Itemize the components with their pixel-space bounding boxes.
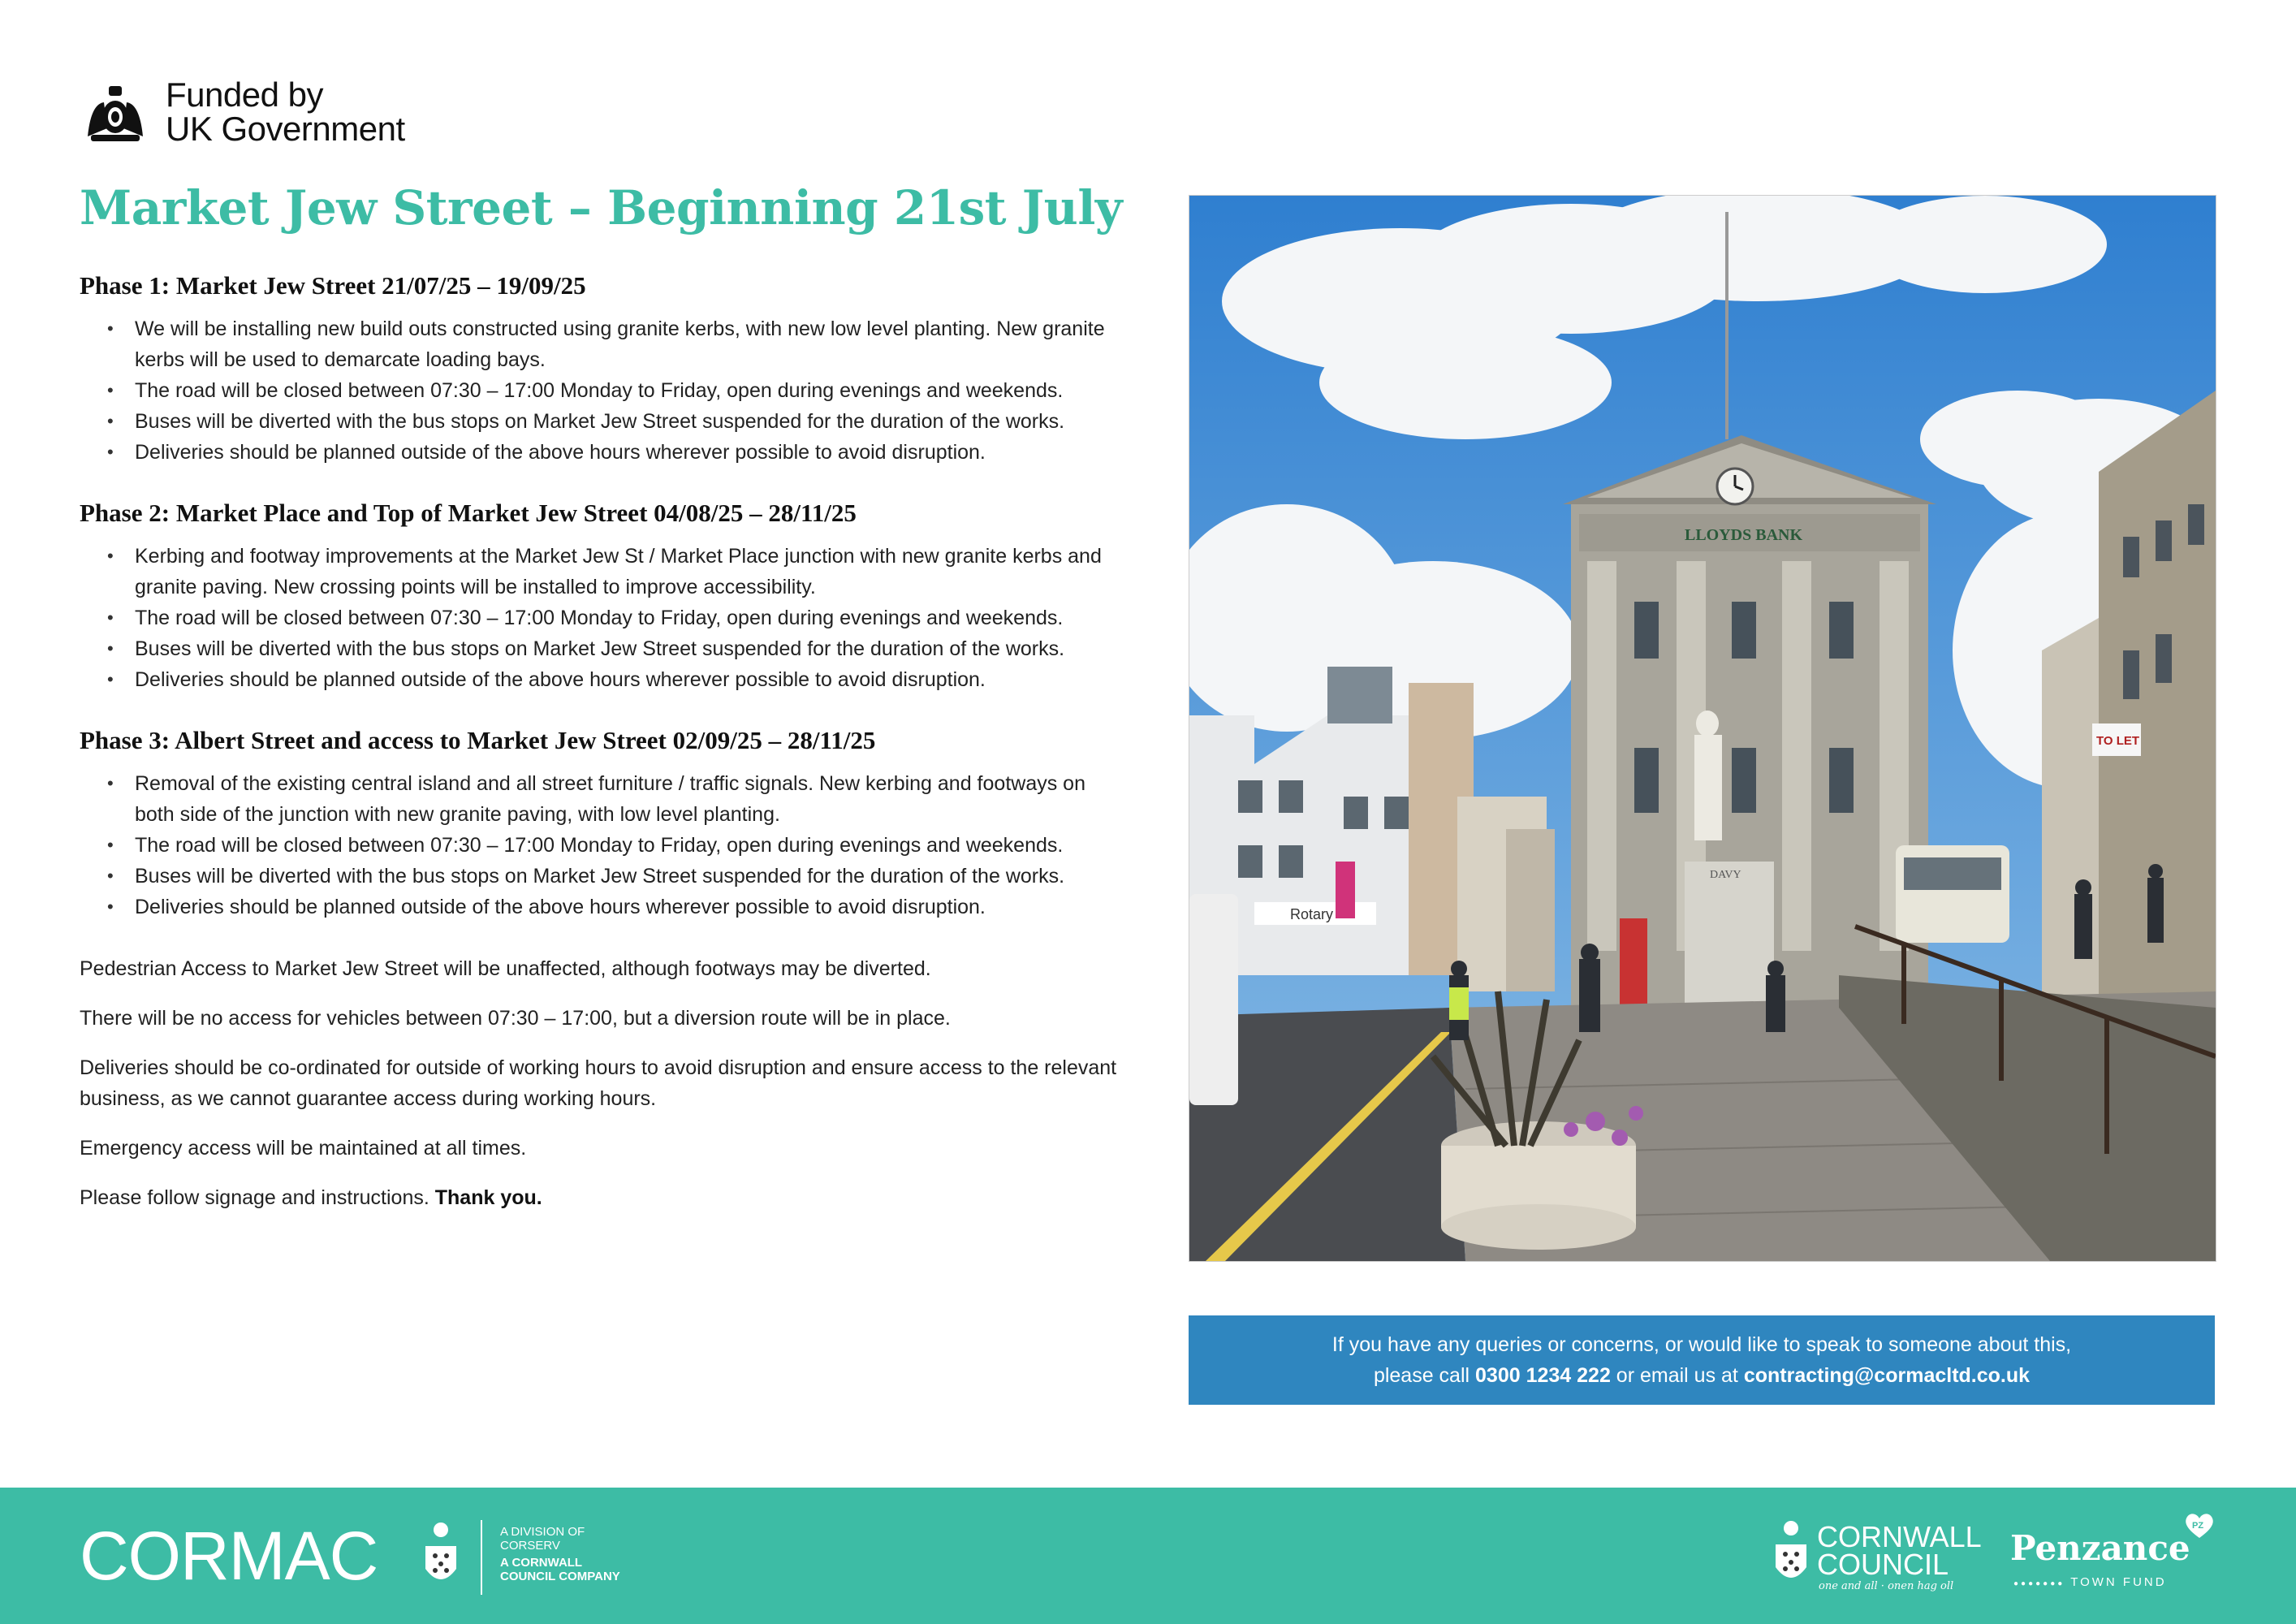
rotary-sign: Rotary — [1290, 906, 1334, 922]
list-item: • Buses will be diverted with the bus stops on Market Jew Street suspended for the duration of the works. — [135, 633, 1119, 664]
dots-decoration: ●●●●●●● — [2013, 1579, 2065, 1588]
note-deliveries: Deliveries should be co-ordinated for outside of working hours to avoid disruption and ensure access to the relevant business, as we cannot guarantee access during working hours. — [80, 1056, 1117, 1110]
pz-badge-text: PZ — [2192, 1521, 2204, 1531]
thank-you-text: Thank you. — [434, 1186, 542, 1209]
list-item: • Removal of the existing central island and all street furniture / traffic signals. New kerbing and footways on both side of the junction with new granite paving, with low level planting. — [135, 768, 1119, 830]
royal-crest-icon — [80, 80, 151, 145]
division-line-4: COUNCIL COMPANY — [500, 1570, 620, 1583]
cornwall-crest-icon — [421, 1518, 461, 1593]
closing-text: Please follow signage and instructions. — [80, 1186, 435, 1209]
phase-3-heading: Phase 3: Albert Street and access to Market Jew Street 02/09/25 – 28/11/25 — [80, 726, 876, 754]
cornwall-council-crest-icon — [1772, 1517, 1810, 1592]
to-let-sign: TO LET — [2096, 734, 2140, 748]
contact-line-1: If you have any queries or concerns, or would like to speak to someone about this, — [1331, 1333, 2072, 1356]
list-item: • Deliveries should be planned outside of the above hours wherever possible to avoid disruption. — [135, 664, 1119, 695]
contact-box — [1189, 1315, 2215, 1405]
footer — [0, 1488, 2296, 1624]
phase-3-list — [80, 768, 1119, 922]
division-line-3: A CORNWALL — [500, 1556, 583, 1570]
list-item: • Buses will be diverted with the bus stops on Market Jew Street suspended for the duration of the works. — [135, 861, 1119, 892]
division-line-2: CORSERV — [500, 1539, 560, 1553]
note-pedestrian-access: Pedestrian Access to Market Jew Street will be unaffected, although footways may be diverted. — [80, 957, 931, 980]
cornwall-council-logo — [1817, 1520, 1982, 1581]
list-item: • Kerbing and footway improvements at the Market Jew St / Market Place junction with new granite kerbs and granite paving. New crossing points will be installed to improve accessibility. — [135, 541, 1119, 603]
email-link[interactable]: contracting@cormacltd.co.uk — [1743, 1364, 2031, 1387]
corserv-division-text — [500, 1525, 620, 1583]
contact-mid: or email us at — [1610, 1364, 1744, 1387]
council-line-2: COUNCIL — [1817, 1548, 1949, 1581]
council-line-1: CORNWALL — [1817, 1520, 1982, 1553]
phase-2-heading: Phase 2: Market Place and Top of Market Jew Street 04/08/25 – 28/11/25 — [80, 499, 857, 527]
lloyds-bank-sign: LLOYDS BANK — [1685, 526, 1803, 544]
statue-inscription: DAVY — [1710, 869, 1741, 881]
phase-1-heading: Phase 1: Market Jew Street 21/07/25 – 19/09/25 — [80, 271, 586, 300]
list-item: • Deliveries should be planned outside of the above hours wherever possible to avoid disruption. — [135, 437, 1119, 468]
phone-number[interactable]: 0300 1234 222 — [1475, 1364, 1611, 1387]
list-item: • Buses will be diverted with the bus stops on Market Jew Street suspended for the duration of the works. — [135, 406, 1119, 437]
pz-heart-icon — [2184, 1512, 2215, 1540]
council-motto: one and all · onen hag oll — [1819, 1580, 1954, 1592]
funded-by-logo — [80, 78, 405, 146]
contact-prefix: please call — [1373, 1364, 1476, 1387]
market-jew-street-photo — [1189, 195, 2216, 1262]
works-details — [80, 271, 1119, 1232]
list-item: • We will be installing new build outs constructed using granite kerbs, with new low level planting. New granite kerbs will be used to demarcate loading bays. — [135, 313, 1119, 375]
cormac-logo: CORMAC — [80, 1518, 378, 1594]
phase-1-list — [80, 313, 1119, 468]
contact-line-2 — [1189, 1360, 2215, 1391]
funded-by-text: Funded by — [166, 76, 323, 114]
list-item: • The road will be closed between 07:30 – 17:00 Monday to Friday, open during evenings and weekends. — [135, 830, 1119, 861]
closing-line — [80, 1182, 1119, 1213]
divider — [481, 1520, 482, 1595]
uk-government-text: UK Government — [166, 110, 405, 148]
list-item: • The road will be closed between 07:30 – 17:00 Monday to Friday, open during evenings and weekends. — [135, 375, 1119, 406]
phase-2-list — [80, 541, 1119, 695]
list-item: • Deliveries should be planned outside of the above hours wherever possible to avoid disruption. — [135, 892, 1119, 922]
town-fund-label: TOWN FUND — [2070, 1575, 2167, 1589]
page-title: Market Jew Street – Beginning 21st July — [80, 180, 1123, 235]
penzance-logo: Penzance — [2010, 1528, 2190, 1568]
note-emergency-access: Emergency access will be maintained at all times. — [80, 1137, 527, 1160]
town-fund-text — [2013, 1575, 2167, 1589]
division-line-1: A DIVISION OF — [500, 1525, 585, 1539]
street-scene-illustration — [1189, 196, 2216, 1261]
note-vehicle-access: There will be no access for vehicles between 07:30 – 17:00, but a diversion route will be in place. — [80, 1007, 951, 1030]
list-item: • The road will be closed between 07:30 – 17:00 Monday to Friday, open during evenings and weekends. — [135, 603, 1119, 633]
